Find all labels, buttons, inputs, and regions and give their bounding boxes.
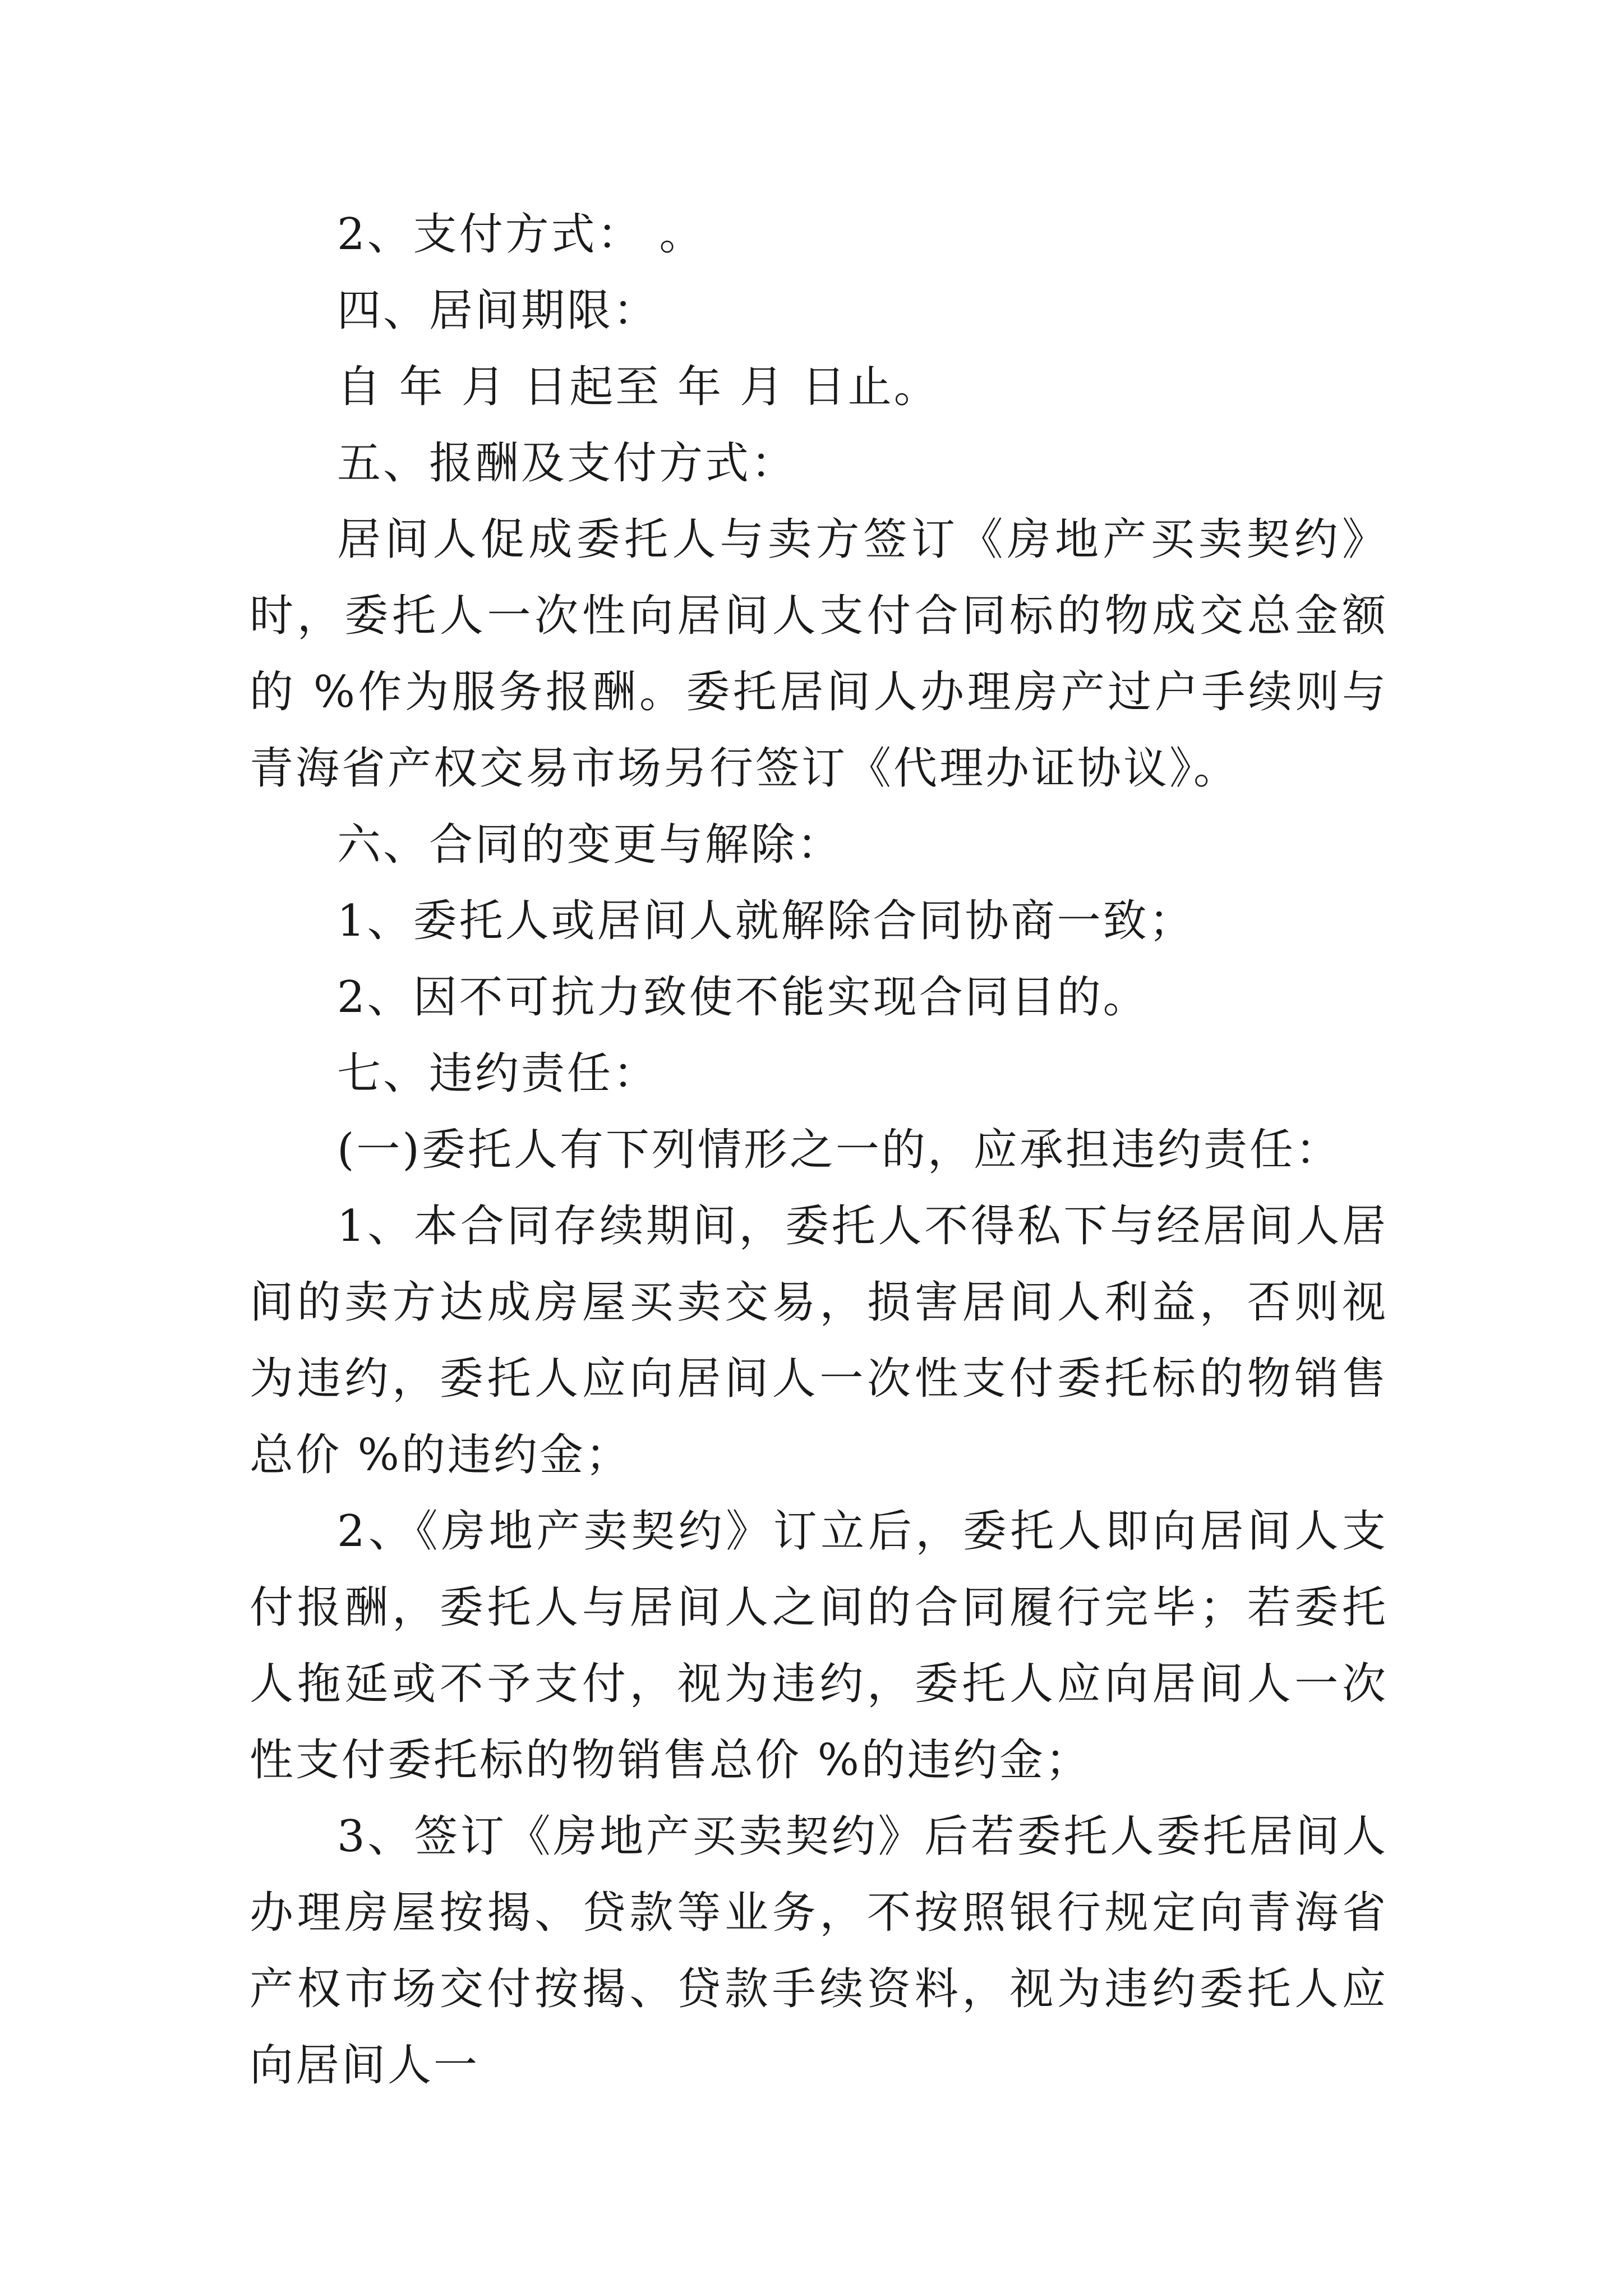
paragraph-liability-1: 1、本合同存续期间，委托人不得私下与经居间人居间的卖方达成房屋买卖交易，损害居间人利益，否则视为违约，委托人应向居间人一次性支付委托标的物销售总价 %的违约金； (250, 1201, 1388, 1480)
document-body (250, 196, 1388, 2104)
paragraph-liability-3: 3、签订《房地产买卖契约》后若委托人委托居间人办理房屋按揭、贷款等业务，不按照银行规定向青海省产权市场交付按揭、贷款手续资料，视为违约委托人应向居间人一 (250, 1811, 1388, 2091)
subheading-client-liability: (一)委托人有下列情形之一的，应承担违约责任： (337, 1125, 1341, 1175)
paragraph-remuneration: 居间人促成委托人与卖方签订《房地产买卖契约》时，委托人一次性向居间人支付合同标的物成交总金额的 %作为服务报酬。委托居间人办理房产过户手续则与青海省产权交易市场另行签订《代理办证协议》。 (250, 514, 1388, 794)
paragraph-termination-2: 2、因不可抗力致使不能实现合同目的。 (337, 972, 1149, 1023)
paragraph-payment-method: 2、支付方式： 。 (337, 209, 706, 260)
section-heading-termination: 六、合同的变更与解除： (337, 820, 843, 870)
section-heading-liability: 七、违约责任： (337, 1048, 660, 1099)
paragraph-termination-1: 1、委托人或居间人就解除合同协商一致； (337, 896, 1195, 946)
section-heading-term: 四、居间期限： (337, 286, 660, 336)
section-heading-remuneration: 五、报酬及支付方式： (337, 438, 797, 489)
paragraph-liability-2: 2、《房地产卖契约》订立后，委托人即向居间人支付报酬，委托人与居间人之间的合同履行完毕；若委托人拖延或不予支付，视为违约，委托人应向居间人一次性支付委托标的物销售总价 %的违约金； (250, 1506, 1388, 1786)
paragraph-term-dates: 自 年 月 日起至 年 月 日止。 (337, 362, 940, 412)
